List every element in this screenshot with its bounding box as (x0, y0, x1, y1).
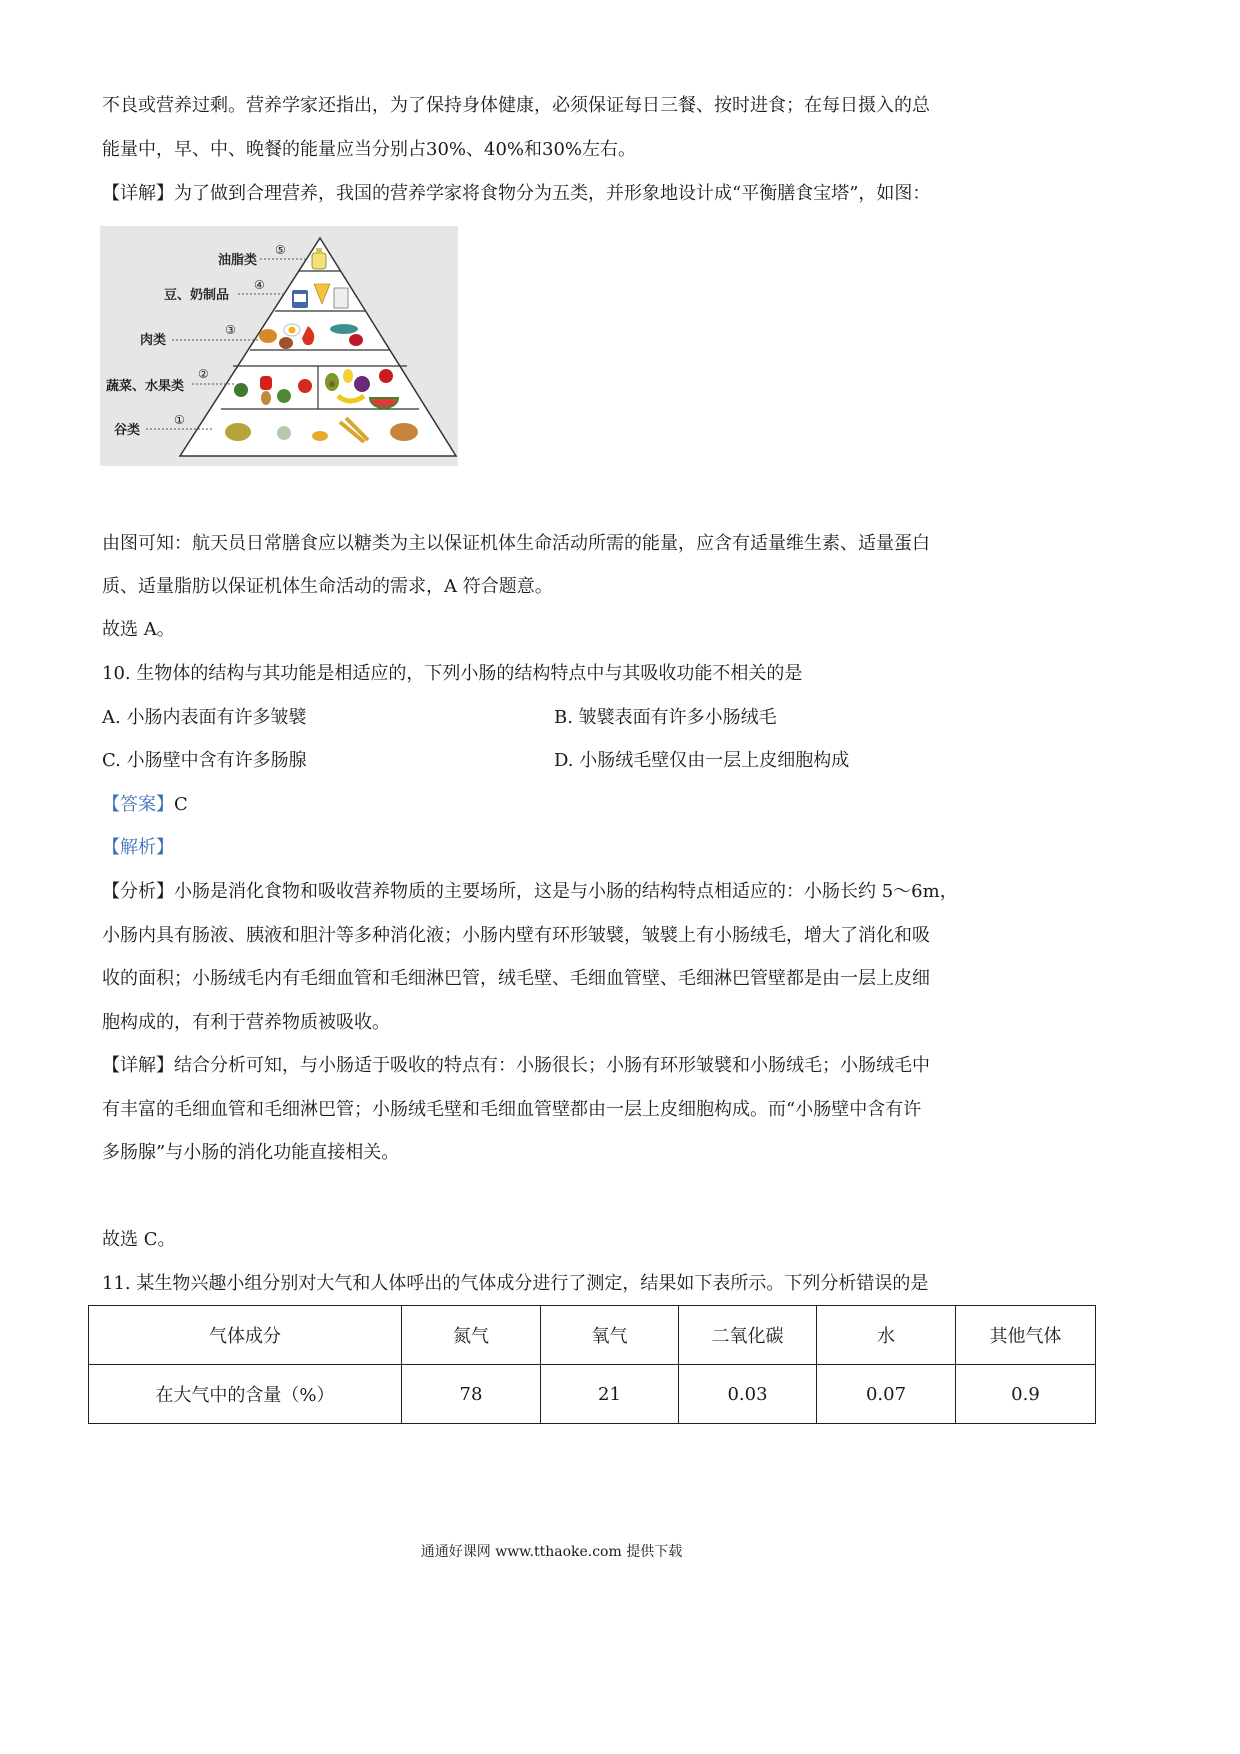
pyramid-number: ④ (254, 278, 265, 292)
table-header-cell: 二氧化碳 (679, 1306, 817, 1365)
pyramid-number: ③ (225, 323, 236, 337)
conclusion: 故选 C。 (102, 1229, 176, 1250)
pyramid-number: ① (174, 413, 185, 427)
fenxi-line: 收的面积；小肠绒毛内有毛细血管和毛细淋巴管，绒毛壁、毛细血管壁、毛细淋巴管壁都是由一层上皮细 (102, 968, 930, 989)
pyramid-label: 谷类 (114, 423, 141, 438)
pyramid-label: 油脂类 (218, 253, 258, 268)
table-cell: 78 (402, 1365, 541, 1424)
fenxi-line (102, 880, 958, 904)
table-header-cell: 氮气 (402, 1306, 541, 1365)
pyramid-number: ② (198, 367, 209, 381)
pyramid-label: 蔬菜、水果类 (106, 379, 185, 394)
answer-value: C (174, 794, 188, 815)
detail-tag: 【详解】 (102, 183, 174, 204)
paragraph-line: 不良或营养过剩。营养学家还指出，为了保持身体健康，必须保证每日三餐、按时进食；在每日摄入的总 (102, 95, 930, 116)
table-header-cell: 氧气 (541, 1306, 679, 1365)
question-10-stem: 10. 生物体的结构与其功能是相适应的，下列小肠的结构特点中与其吸收功能不相关的是 (102, 663, 803, 684)
table-header-cell: 其他气体 (956, 1306, 1096, 1365)
pyramid-level-2 (105, 367, 235, 394)
xiangjie-text: 结合分析可知，与小肠适于吸收的特点有：小肠很长；小肠有环形皱襞和小肠绒毛；小肠绒毛中 (174, 1055, 930, 1076)
xiangjie-line: 有丰富的毛细血管和毛细淋巴管；小肠绒毛壁和毛细血管壁都由一层上皮细胞构成。而“小肠壁中含有许 (102, 1099, 922, 1120)
table-cell: 0.9 (956, 1365, 1096, 1424)
option-c: C. 小肠壁中含有许多肠腺 (102, 750, 307, 771)
pyramid-level-4 (164, 278, 285, 303)
table-header-cell: 气体成分 (89, 1306, 402, 1365)
xiangjie-tag: 【详解】 (102, 1055, 174, 1076)
option-b: B. 皱襞表面有许多小肠绒毛 (554, 707, 777, 728)
paragraph-line: 能量中，早、中、晚餐的能量应当分别占30%、40%和30%左右。 (102, 139, 637, 160)
table-cell: 21 (541, 1365, 679, 1424)
paragraph-line: 故选 A。 (102, 619, 175, 640)
paragraph-line: 由图可知：航天员日常膳食应以糖类为主以保证机体生命活动所需的能量，应含有适量维生素、适量蛋白 (102, 533, 930, 554)
option-d: D. 小肠绒毛壁仅由一层上皮细胞构成 (554, 750, 850, 771)
option-a: A. 小肠内表面有许多皱襞 (102, 707, 307, 728)
question-11-stem: 11. 某生物兴趣小组分别对大气和人体呼出的气体成分进行了测定，结果如下表所示。下列分析错误的是 (102, 1273, 929, 1294)
xiangjie-line: 多肠腺”与小肠的消化功能直接相关。 (102, 1142, 400, 1163)
pyramid-level-3 (140, 323, 260, 348)
pyramid-label: 豆、奶制品 (164, 288, 230, 303)
pyramid-level-5 (218, 243, 305, 268)
xiangjie-line (102, 1054, 930, 1078)
analysis-tag: 【解析】 (102, 837, 174, 858)
answer-line (102, 793, 188, 817)
fenxi-line: 小肠内具有肠液、胰液和胆汁等多种消化液；小肠内壁有环形皱襞，皱襞上有小肠绒毛，增大了消化和吸 (102, 925, 930, 946)
paragraph-line: 质、适量脂肪以保证机体生命活动的需求，A 符合题意。 (102, 576, 553, 597)
table-cell: 0.07 (817, 1365, 956, 1424)
page-footer: 通通好课网 www.tthaoke.com 提供下载 (420, 1544, 683, 1560)
table-cell: 0.03 (679, 1365, 817, 1424)
table-cell: 在大气中的含量（%） (89, 1365, 402, 1424)
fenxi-line: 胞构成的，有利于营养物质被吸收。 (102, 1012, 390, 1033)
pyramid-label: 肉类 (140, 333, 167, 348)
paragraph-line (102, 182, 930, 206)
answer-tag: 【答案】 (102, 794, 174, 815)
fenxi-tag: 【分析】 (102, 881, 174, 902)
fenxi-text: 小肠是消化食物和吸收营养物质的主要场所，这是与小肠的结构特点相适应的：小肠长约 5～6m， (174, 881, 958, 902)
balanced-diet-pyramid-figure (100, 226, 458, 466)
table-header-row (89, 1306, 1096, 1365)
detail-text: 为了做到合理营养，我国的营养学家将食物分为五类，并形象地设计成“平衡膳食宝塔”，如图： (174, 183, 931, 204)
pyramid-number: ⑤ (275, 243, 286, 257)
table-row (89, 1365, 1096, 1424)
table-header-cell: 水 (817, 1306, 956, 1365)
gas-composition-table (88, 1305, 1096, 1424)
